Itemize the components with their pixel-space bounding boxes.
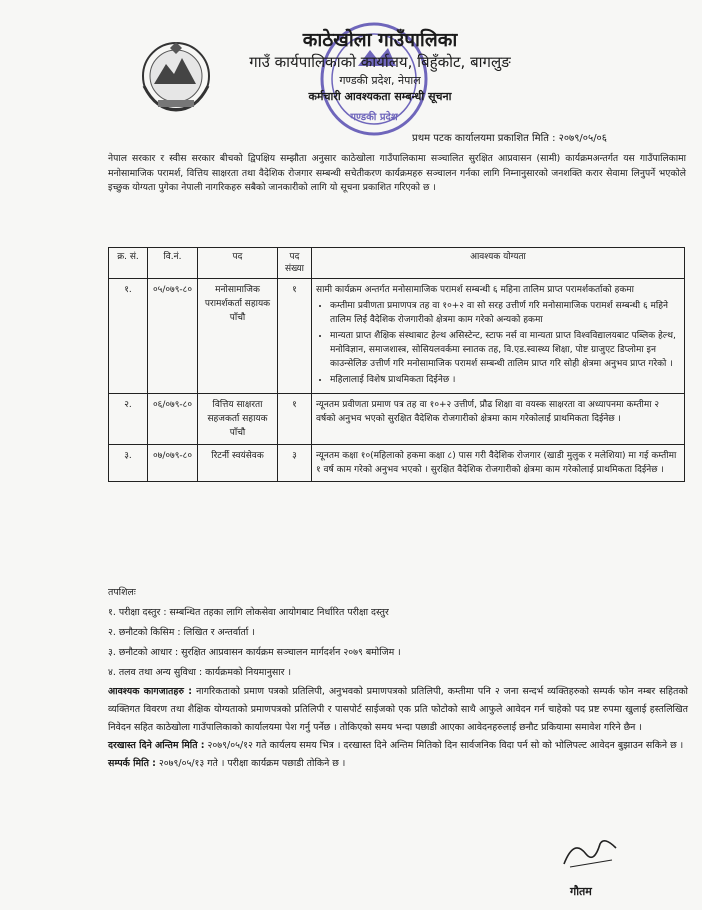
contact-label: सम्पर्क मिति :: [108, 758, 156, 769]
qualification-list: [316, 299, 680, 387]
table-row: [109, 445, 685, 482]
row-qualification: न्यूनतम प्रवीणता प्रमाण पत्र तह वा १०+२ उत्तीर्ण, प्रौढ शिक्षा वा वयस्क साक्षरता वा अध्यापनमा कम्तीमा २ वर्षको अनुभव भएको सुरक्षित वैदेशिक रोजगारीको क्षेत्रमा काम गरेकोलाई प्राथमिकता दिईनेछ ।: [312, 394, 685, 445]
row-post: रिटर्नी स्वयंसेवक: [198, 445, 278, 482]
header-count: पद संख्या: [278, 248, 312, 279]
deadline-label: दरखास्त दिने अन्तिम मिति :: [108, 740, 205, 751]
details-section: [108, 583, 688, 773]
row-post: वित्तिय साक्षरता सहजकर्ता सहायक पाँचौ: [198, 394, 278, 445]
row-count: १: [278, 394, 312, 445]
list-item: • महिलालाई विशेष प्राथमिकता दिईनेछ ।: [330, 373, 680, 387]
documents-label: आवश्यक कागजातहरु :: [108, 686, 193, 697]
detail-item: ४. तलव तथा अन्य सुविधा : कार्यक्रमको नियमानुसार ।: [108, 667, 292, 678]
row-adv-no: ०५/०७९-८०: [148, 279, 198, 394]
row-count: १: [278, 279, 312, 394]
row-post: मनोसामाजिक परामर्शकर्ता सहायक पाँचौ: [198, 279, 278, 394]
documents-paragraph: [108, 683, 688, 737]
vacancy-table: [108, 247, 685, 482]
list-item: • कम्तीमा प्रवीणता प्रमाणपत्र तह वा १०+२ वा सो सरह उत्तीर्ण गरि मनोसामाजिक परामर्श सम्बन्धी ६ महिने तालिम लिई वैदेशिक रोजगारीको क्षेत्रमा काम गरेको अन्यको हकमा: [330, 299, 680, 327]
deadline-paragraph: [108, 737, 688, 755]
header-qualification: आवश्यक योग्यता: [312, 248, 685, 279]
office-header: [210, 28, 550, 105]
header-sn: क्र. सं.: [109, 248, 148, 279]
seal-text: गण्डकी प्रदेश: [350, 112, 398, 123]
qualification-lead: सामी कार्यक्रम अन्तर्गत मनोसामाजिक परामर्श सम्बन्धी ६ महिना तालिम प्राप्त परामर्शकर्ताको हकमा: [316, 285, 634, 295]
table-header-row: [109, 248, 685, 279]
detail-item: ३. छनौटको आधार : सुरक्षित आप्रवासन कार्यक्रम सञ्चालन मार्गदर्शन २०७९ बमोजिम ।: [108, 647, 401, 658]
published-date: प्रथम पटक कार्यालयमा प्रकाशित मिति : २०७९/०५/०६: [412, 133, 607, 144]
handwritten-signature: [560, 834, 620, 870]
header-post: पद: [198, 248, 278, 279]
row-adv-no: ०६/०७९-८०: [148, 394, 198, 445]
row-count: ३: [278, 445, 312, 482]
municipality-title: काठेखोला गाउँपालिका: [302, 29, 458, 51]
row-qualification: न्यूनतम कक्षा १०(महिलाको हकमा कक्षा ८) पास गरी वैदेशिक रोजगार (खाडी मुलुक र मलेशिया) मा गई कम्तीमा १ वर्ष काम गरेको अनुभव भएको । सुरक्षित वैदेशिक रोजगारीको क्षेत्रमा काम गरेकोलाई प्राथमिकता दिईनेछ ।: [312, 445, 685, 482]
deadline-text: २०७९/०५/१२ गते कार्यलय समय भित्र । दरखास्त दिने अन्तिम मितिको दिन सार्वजनिक विदा पर्न सो को भोलिपल्ट आवेदन बुझाउन सकिने छ ।: [207, 740, 684, 751]
office-subtitle: गाउँ कार्यपालिकाको कार्यालय, बिहुँकोट, बागलुङ: [249, 53, 511, 71]
table-row: [109, 394, 685, 445]
row-sn: १.: [109, 279, 148, 394]
nepal-emblem-icon: [136, 34, 216, 116]
table-row: [109, 279, 685, 394]
signatory-name: गौतम: [570, 885, 592, 898]
details-title: तपशिलः: [108, 587, 136, 598]
detail-item: १. परीक्षा दस्तुर : सम्बन्धित तहका लागि लोकसेवा आयोगबाट निर्धारित परीक्षा दस्तुर: [108, 607, 389, 618]
intro-paragraph: नेपाल सरकार र स्वीस सरकार बीचको द्विपक्षिय सम्झौता अनुसार काठेखोला गाउँपालिकामा सञ्चालित सुरक्षित आप्रवासन (सामी) कार्यक्रमअन्तर्गत यस गाउँपालिकामा मनोसामाजिक परामर्श, वित्तिय साक्षरता तथा वैदेशिक रोजगार सम्बन्धी सचेतीकरण कार्यक्रमहरु सञ्चालन गर्नका लागि निम्नानुसारको जनशक्ति करार सेवामा लिनुपर्ने भएकोले इच्छुक योग्यता पुगेका नेपाली नागरिकहरु सबैको जानकारीको लागि यो सूचना प्रकाशित गरिएको छ ।: [108, 153, 686, 193]
row-sn: ३.: [109, 445, 148, 482]
row-qualification: [312, 279, 685, 394]
province-line: गण्डकी प्रदेश, नेपाल: [339, 74, 421, 87]
list-item: • मान्यता प्राप्त शैक्षिक संस्थाबाट हेल्थ असिस्टेन्ट, स्टाफ नर्स वा मान्यता प्राप्त विश्वविद्यालयबाट पब्लिक हेल्थ, मनोविज्ञान, समाजशास्त्र, सोसियलवर्कमा स्नातक तह, वि.एड.स्वास्थ्य शिक्षा, पोष्ट ग्राजुएट डिप्लोमा इन काउन्सेलिङ उत्तीर्ण गरि मनोसामाजिक परामर्श सम्बन्धी तालिम प्राप्त गरि सोही क्षेत्रमा अनुभव प्राप्त गरेको ।: [330, 329, 680, 371]
contact-text: २०७९/०५/१३ गते । परीक्षा कार्यक्रम पछाडी तोकिने छ ।: [158, 758, 346, 769]
row-sn: २.: [109, 394, 148, 445]
detail-item: २. छनौटको किसिम : लिखित र अन्तर्वार्ता ।: [108, 627, 255, 638]
row-adv-no: ०७/०७९-८०: [148, 445, 198, 482]
header-adv-no: वि.नं.: [148, 248, 198, 279]
notice-title: कर्मचारी आवश्यकता सम्बन्धी सूचना: [308, 90, 452, 103]
contact-paragraph: [108, 755, 688, 773]
documents-text: नागरिकताको प्रमाण पत्रको प्रतिलिपी, अनुभवको प्रमाणपत्रको प्रतिलिपी, कम्तीमा पनि २ जना सन्दर्भ व्यक्तिहरुको सम्पर्क फोन नम्बर सहितको व्यक्तिगत विवरण तथा शैक्षिक योग्यताको प्रमाणपत्रको प्रतिलिपी र पासपोर्ट साईजको एक प्रति फोटोको साथै आफुले आवेदन गर्न चाहेको पद प्रष्ट रुपमा खुलाई हस्तलिखित निवेदन सहित काठेखोला गाउँपालिकाको कार्यालयमा पेश गर्नु पर्नेछ । तोकिएको समय भन्दा पछाडी आएका आवेदनहरुलाई छनौट प्रकियामा समावेश गरिने छैन ।: [108, 686, 688, 733]
